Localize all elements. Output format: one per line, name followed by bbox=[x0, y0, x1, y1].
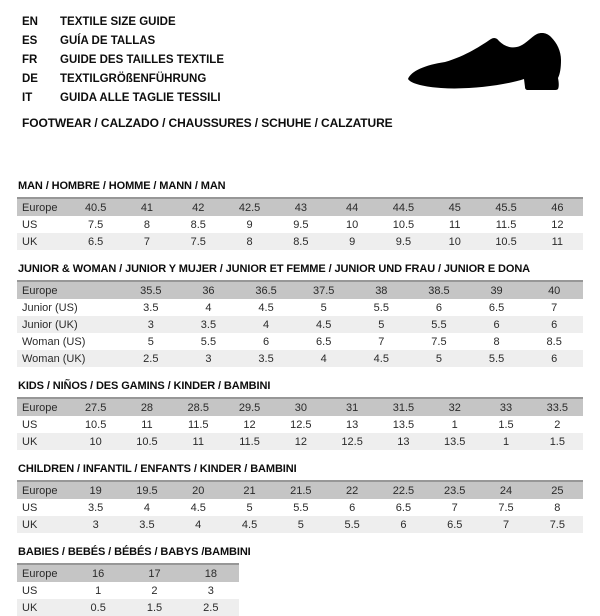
size-cell: 4.5 bbox=[224, 516, 275, 533]
size-cell: 4 bbox=[143, 501, 150, 514]
language-code: ES bbox=[22, 35, 38, 47]
size-table bbox=[17, 280, 583, 367]
size-cell: 5 bbox=[147, 335, 154, 348]
language-label: GUÍA DE TALLAS bbox=[60, 35, 156, 47]
size-cell: 3 bbox=[207, 584, 214, 597]
size-cell: 44.5 bbox=[378, 198, 429, 216]
language-code: IT bbox=[22, 92, 33, 104]
size-cell: 3.5 bbox=[180, 316, 238, 333]
size-cell: 4 bbox=[173, 516, 224, 533]
language-code: EN bbox=[22, 16, 38, 28]
size-cell: 4 bbox=[295, 350, 353, 367]
size-cell: 36 bbox=[180, 281, 238, 299]
size-cell: 13.5 bbox=[429, 433, 480, 450]
size-cell: 7.5 bbox=[173, 233, 224, 250]
size-cell: 10.5 bbox=[84, 418, 107, 431]
size-cell: 43 bbox=[275, 198, 326, 216]
size-cell: 45.5 bbox=[480, 198, 531, 216]
category-title: FOOTWEAR / CALZADO / CHAUSSURES / SCHUHE / CALZATURE bbox=[22, 116, 393, 130]
size-cell: 6 bbox=[435, 301, 442, 314]
row-label: US bbox=[22, 584, 38, 597]
size-cell: 11 bbox=[449, 218, 461, 231]
row-label: Junior (US) bbox=[22, 301, 78, 314]
size-cell: 3.5 bbox=[121, 516, 172, 533]
size-cell: 5.5 bbox=[293, 501, 309, 514]
size-cell: 1.5 bbox=[532, 433, 583, 450]
size-cell: 12 bbox=[275, 433, 326, 450]
size-cell: 5 bbox=[275, 516, 326, 533]
size-cell: 11 bbox=[532, 233, 583, 250]
size-cell: 7 bbox=[551, 301, 558, 314]
size-cell: 10.5 bbox=[480, 233, 531, 250]
size-cell: 6.5 bbox=[395, 501, 412, 514]
size-cell: 11 bbox=[173, 433, 224, 450]
size-cell: 7 bbox=[378, 335, 385, 348]
row-label: Junior (UK) bbox=[17, 316, 122, 333]
size-cell: 0.5 bbox=[70, 599, 126, 616]
table-row bbox=[17, 333, 583, 350]
size-cell: 2 bbox=[151, 584, 158, 597]
size-cell: 36.5 bbox=[237, 281, 295, 299]
size-table bbox=[17, 197, 583, 250]
row-label: UK bbox=[17, 599, 70, 616]
size-cell: 11 bbox=[141, 418, 153, 431]
size-cell: 6 bbox=[525, 316, 583, 333]
size-cell: 3.5 bbox=[237, 350, 295, 367]
size-cell: 32 bbox=[429, 398, 480, 416]
row-label: Woman (US) bbox=[22, 335, 86, 348]
size-cell: 7 bbox=[121, 233, 172, 250]
row-label: Europe bbox=[17, 481, 70, 499]
row-label: Europe bbox=[17, 281, 122, 299]
size-cell: 2.5 bbox=[122, 350, 180, 367]
row-label: Woman (UK) bbox=[17, 350, 122, 367]
size-cell: 1 bbox=[95, 584, 102, 597]
size-cell: 5 bbox=[353, 316, 411, 333]
row-label: UK bbox=[17, 233, 70, 250]
size-cell: 7.5 bbox=[498, 501, 514, 514]
size-cell: 6.5 bbox=[70, 233, 121, 250]
size-cell: 6 bbox=[349, 501, 356, 514]
table-row bbox=[17, 299, 583, 316]
row-label: UK bbox=[17, 516, 70, 533]
size-cell: 8 bbox=[554, 501, 561, 514]
section-title: MAN / HOMBRE / HOMME / MANN / MAN bbox=[18, 180, 226, 192]
size-cell: 8 bbox=[224, 233, 275, 250]
row-label: US bbox=[22, 501, 38, 514]
table-row bbox=[17, 416, 583, 433]
size-cell: 7 bbox=[451, 501, 458, 514]
size-cell: 5.5 bbox=[410, 316, 468, 333]
size-cell: 6 bbox=[378, 516, 429, 533]
size-cell: 5 bbox=[246, 501, 253, 514]
row-label: Europe bbox=[17, 398, 70, 416]
section-title: CHILDREN / INFANTIL / ENFANTS / KINDER / BAMBINI bbox=[18, 463, 297, 475]
size-cell: 8.5 bbox=[275, 233, 326, 250]
size-cell: 31.5 bbox=[378, 398, 429, 416]
size-cell: 9 bbox=[246, 218, 253, 231]
section-title: KIDS / NIÑOS / DES GAMINS / KINDER / BAMBINI bbox=[18, 380, 271, 392]
size-cell: 18 bbox=[183, 564, 239, 582]
size-cell: 31 bbox=[326, 398, 377, 416]
size-cell: 8 bbox=[493, 335, 500, 348]
size-cell: 1.5 bbox=[126, 599, 182, 616]
size-cell: 2 bbox=[554, 418, 561, 431]
size-cell: 5.5 bbox=[373, 301, 389, 314]
size-cell: 7 bbox=[480, 516, 531, 533]
size-cell: 33 bbox=[480, 398, 531, 416]
table-row bbox=[17, 350, 583, 367]
table-row bbox=[17, 433, 583, 450]
size-table-section bbox=[17, 546, 583, 616]
size-cell: 6 bbox=[263, 335, 270, 348]
size-cell: 3.5 bbox=[88, 501, 104, 514]
size-cell: 12 bbox=[551, 218, 564, 231]
size-table bbox=[17, 397, 583, 450]
size-cell: 5.5 bbox=[326, 516, 377, 533]
size-cell: 39 bbox=[468, 281, 526, 299]
language-code: DE bbox=[22, 73, 38, 85]
size-cell: 2.5 bbox=[183, 599, 239, 616]
size-cell: 17 bbox=[126, 564, 182, 582]
size-cell: 38 bbox=[353, 281, 411, 299]
size-cell: 4 bbox=[205, 301, 212, 314]
size-cell: 16 bbox=[70, 564, 126, 582]
size-table-section bbox=[17, 463, 583, 533]
size-cell: 19.5 bbox=[121, 481, 172, 499]
size-cell: 13 bbox=[346, 418, 359, 431]
size-cell: 41 bbox=[121, 198, 172, 216]
size-cell: 11.5 bbox=[224, 433, 275, 450]
size-cell: 11.5 bbox=[187, 418, 209, 431]
size-cell: 10.5 bbox=[392, 218, 415, 231]
size-cell: 21 bbox=[224, 481, 275, 499]
table-row bbox=[17, 398, 583, 416]
size-table-section bbox=[17, 380, 583, 450]
size-cell: 23.5 bbox=[429, 481, 480, 499]
size-cell: 6.5 bbox=[316, 335, 332, 348]
size-cell: 12.5 bbox=[326, 433, 377, 450]
size-cell: 4 bbox=[237, 316, 295, 333]
language-label: GUIDA ALLE TAGLIE TESSILI bbox=[60, 92, 221, 104]
size-cell: 21.5 bbox=[275, 481, 326, 499]
size-cell: 29.5 bbox=[224, 398, 275, 416]
size-cell: 22.5 bbox=[378, 481, 429, 499]
size-cell: 12 bbox=[243, 418, 256, 431]
size-cell: 4.5 bbox=[258, 301, 274, 314]
table-row bbox=[17, 281, 583, 299]
size-cell: 5.5 bbox=[468, 350, 526, 367]
size-cell: 45 bbox=[429, 198, 480, 216]
size-cell: 1 bbox=[480, 433, 531, 450]
row-label: US bbox=[22, 218, 38, 231]
size-cell: 5 bbox=[410, 350, 468, 367]
size-cell: 4.5 bbox=[295, 316, 353, 333]
size-cell: 6 bbox=[525, 350, 583, 367]
table-row bbox=[17, 564, 239, 582]
section-title: BABIES / BEBÉS / BÉBÉS / BABYS /BAMBINI bbox=[18, 546, 251, 558]
size-cell: 8 bbox=[143, 218, 150, 231]
size-cell: 24 bbox=[480, 481, 531, 499]
size-cell: 46 bbox=[532, 198, 583, 216]
row-label: UK bbox=[17, 433, 70, 450]
size-table bbox=[17, 563, 239, 616]
size-cell: 8.5 bbox=[190, 218, 206, 231]
size-cell: 28.5 bbox=[173, 398, 224, 416]
size-cell: 30 bbox=[275, 398, 326, 416]
language-label: GUIDE DES TAILLES TEXTILE bbox=[60, 54, 224, 66]
size-cell: 42.5 bbox=[224, 198, 275, 216]
size-cell: 11.5 bbox=[495, 218, 517, 231]
size-cell: 37.5 bbox=[295, 281, 353, 299]
language-label: TEXTILGRÖßENFÜHRUNG bbox=[60, 73, 207, 85]
size-cell: 7.5 bbox=[532, 516, 583, 533]
size-cell: 5 bbox=[320, 301, 327, 314]
size-cell: 6.5 bbox=[429, 516, 480, 533]
size-table-section bbox=[17, 180, 583, 250]
table-row bbox=[17, 233, 583, 250]
size-cell: 10 bbox=[429, 233, 480, 250]
table-row bbox=[17, 198, 583, 216]
table-row bbox=[17, 499, 583, 516]
size-cell: 44 bbox=[326, 198, 377, 216]
size-cell: 10.5 bbox=[121, 433, 172, 450]
table-row bbox=[17, 316, 583, 333]
size-cell: 25 bbox=[532, 481, 583, 499]
size-cell: 9 bbox=[326, 233, 377, 250]
size-cell: 40 bbox=[525, 281, 583, 299]
size-cell: 9.5 bbox=[378, 233, 429, 250]
size-cell: 4.5 bbox=[353, 350, 411, 367]
table-row bbox=[17, 481, 583, 499]
size-cell: 42 bbox=[173, 198, 224, 216]
table-row bbox=[17, 599, 239, 616]
size-table bbox=[17, 480, 583, 533]
row-label: US bbox=[22, 418, 38, 431]
size-cell: 1.5 bbox=[498, 418, 514, 431]
shoe-icon bbox=[398, 28, 578, 100]
size-cell: 5.5 bbox=[200, 335, 217, 348]
language-code: FR bbox=[22, 54, 38, 66]
size-cell: 27.5 bbox=[70, 398, 121, 416]
size-cell: 10 bbox=[346, 218, 359, 231]
size-cell: 6.5 bbox=[488, 301, 505, 314]
size-tables bbox=[17, 180, 583, 616]
size-cell: 12.5 bbox=[290, 418, 312, 431]
size-cell: 33.5 bbox=[532, 398, 583, 416]
size-cell: 28 bbox=[121, 398, 172, 416]
size-cell: 4.5 bbox=[190, 501, 206, 514]
size-cell: 13 bbox=[378, 433, 429, 450]
size-cell: 3 bbox=[180, 350, 238, 367]
table-row bbox=[17, 216, 583, 233]
size-cell: 7.5 bbox=[431, 335, 447, 348]
size-cell: 22 bbox=[326, 481, 377, 499]
size-cell: 8.5 bbox=[546, 335, 562, 348]
size-cell: 20 bbox=[173, 481, 224, 499]
size-cell: 3.5 bbox=[143, 301, 159, 314]
table-row bbox=[17, 582, 239, 599]
size-cell: 19 bbox=[70, 481, 121, 499]
table-row bbox=[17, 516, 583, 533]
size-cell: 35.5 bbox=[122, 281, 180, 299]
size-table-section bbox=[17, 263, 583, 367]
size-cell: 38.5 bbox=[410, 281, 468, 299]
size-cell: 10 bbox=[70, 433, 121, 450]
language-label: TEXTILE SIZE GUIDE bbox=[60, 16, 176, 28]
section-title: JUNIOR & WOMAN / JUNIOR Y MUJER / JUNIOR ET FEMME / JUNIOR UND FRAU / JUNIOR E DONA bbox=[18, 263, 531, 275]
row-label: Europe bbox=[17, 198, 70, 216]
row-label: Europe bbox=[17, 564, 70, 582]
size-cell: 9.5 bbox=[293, 218, 309, 231]
size-cell: 13.5 bbox=[392, 418, 415, 431]
size-cell: 1 bbox=[451, 418, 458, 431]
size-cell: 40.5 bbox=[70, 198, 121, 216]
size-cell: 6 bbox=[468, 316, 526, 333]
size-cell: 3 bbox=[122, 316, 180, 333]
size-cell: 7.5 bbox=[88, 218, 104, 231]
size-cell: 3 bbox=[70, 516, 121, 533]
